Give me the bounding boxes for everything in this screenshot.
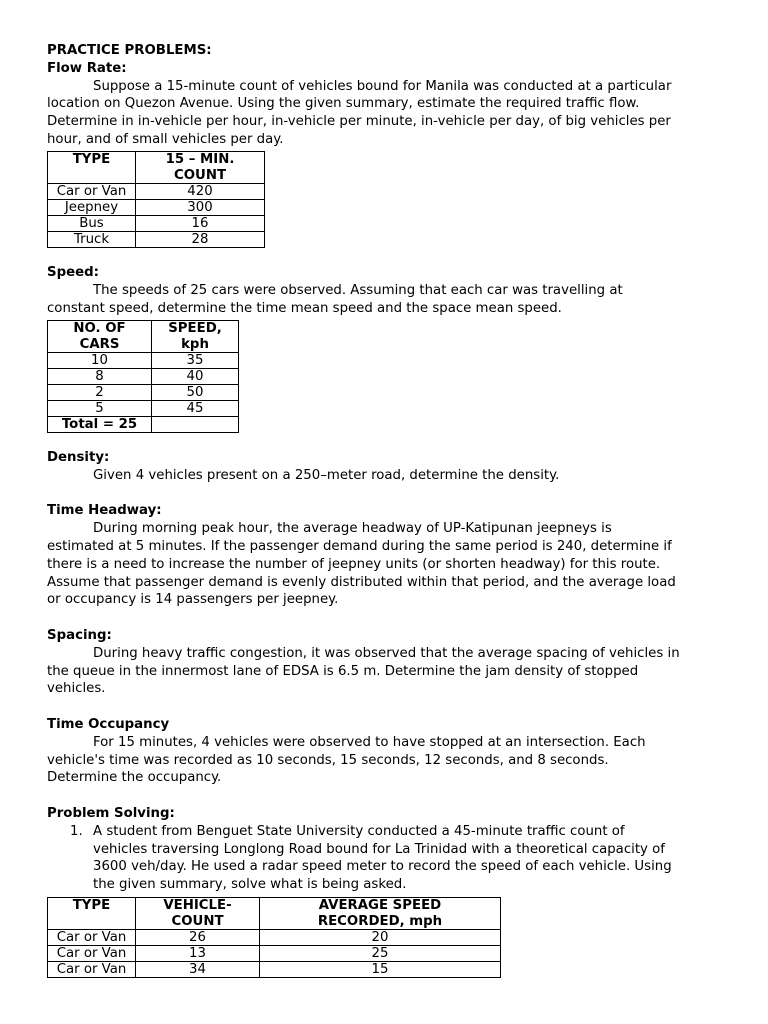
table-header-cell: TYPE <box>48 898 136 930</box>
table-cell: 45 <box>152 401 239 417</box>
paragraph-line: constant speed, determine the time mean speed and the space mean speed. <box>47 300 562 316</box>
table-row <box>48 232 265 248</box>
section-heading-flow-rate: Flow Rate: <box>47 60 127 76</box>
section-heading-speed: Speed: <box>47 265 99 280</box>
table-cell: 28 <box>136 232 265 248</box>
table-cell: Car or Van <box>48 962 136 978</box>
paragraph-line: the queue in the innermost lane of EDSA is 6.5 m. Determine the jam density of stopped <box>47 663 639 679</box>
table-cell: Car or Van <box>48 946 136 962</box>
table-cell: 26 <box>136 930 260 946</box>
table-cell: 420 <box>136 184 265 200</box>
list-number: 1. <box>70 823 83 839</box>
table-cell: 16 <box>136 216 265 232</box>
table-cell: 34 <box>136 962 260 978</box>
table-cell: 25 <box>260 946 501 962</box>
table-cell: Car or Van <box>48 930 136 946</box>
paragraph-line: During morning peak hour, the average headway of UP-Katipunan jeepneys is <box>93 521 612 537</box>
table-header-cell: VEHICLE- COUNT <box>136 898 260 930</box>
paragraph-line: Assume that passenger demand is evenly distributed within that period, and the average load <box>47 574 676 590</box>
paragraph-line: Determine in in-vehicle per hour, in-vehicle per minute, in-vehicle per day, of big vehicles per <box>47 114 671 130</box>
list-item-line: the given summary, solve what is being asked. <box>93 877 407 893</box>
section-heading-time-headway: Time Headway: <box>47 503 162 519</box>
speed-section <box>47 264 747 317</box>
table-row <box>48 353 239 369</box>
table-cell: 300 <box>136 200 265 216</box>
table-header-row <box>48 898 501 930</box>
table-cell: 15 <box>260 962 501 978</box>
table-header-cell: TYPE <box>48 152 136 184</box>
table-cell: Jeepney <box>48 200 136 216</box>
table-row <box>48 946 501 962</box>
table-cell: 5 <box>48 401 152 417</box>
paragraph-line: vehicle's time was recorded as 10 seconds, 15 seconds, 12 seconds, and 8 seconds. <box>47 752 609 768</box>
paragraph-line: Determine the occupancy. <box>47 770 222 786</box>
paragraph-line: Suppose a 15-minute count of vehicles bound for Manila was conducted at a particular <box>93 78 672 94</box>
table-row <box>48 962 501 978</box>
page-title: PRACTICE PROBLEMS: <box>47 43 212 58</box>
table-cell: 35 <box>152 353 239 369</box>
list-item-line: vehicles traversing Longlong Road bound for La Trinidad with a theoretical capacity of <box>93 841 665 857</box>
table-row <box>48 385 239 401</box>
paragraph-line: hour, and of small vehicles per day. <box>47 131 284 147</box>
table-row <box>48 930 501 946</box>
table-row <box>48 200 265 216</box>
table-cell: Truck <box>48 232 136 248</box>
table-row <box>48 369 239 385</box>
paragraph-line: estimated at 5 minutes. If the passenger demand during the same period is 240, determine if <box>47 538 672 554</box>
paragraph-line: Given 4 vehicles present on a 250–meter road, determine the density. <box>93 467 560 483</box>
table-header-cell: AVERAGE SPEED RECORDED, mph <box>260 898 501 930</box>
table-header-cell: 15 – MIN. COUNT <box>136 152 265 184</box>
paragraph-line: or occupancy is 14 passengers per jeepney. <box>47 592 339 608</box>
section-heading-spacing: Spacing: <box>47 627 112 643</box>
table-total-cell: Total = 25 <box>48 417 152 433</box>
paragraph-line: The speeds of 25 cars were observed. Assuming that each car was travelling at <box>93 282 623 298</box>
table-cell: 20 <box>260 930 501 946</box>
paragraph-line: During heavy traffic congestion, it was observed that the average spacing of vehicles in <box>93 645 680 661</box>
paragraph-line: there is a need to increase the number of jeepney units (or shorten headway) for this route. <box>47 556 661 572</box>
section-heading-time-occupancy: Time Occupancy <box>47 716 170 732</box>
flow-rate-table <box>47 151 265 248</box>
table-cell: 2 <box>48 385 152 401</box>
table-cell: 50 <box>152 385 239 401</box>
section-heading-density: Density: <box>47 450 110 465</box>
problem-solving-table <box>47 897 501 978</box>
table-cell: 13 <box>136 946 260 962</box>
list-item <box>47 823 747 894</box>
table-row <box>48 401 239 417</box>
table-cell-empty <box>152 417 239 433</box>
table-total-row <box>48 417 239 433</box>
paragraph-line: location on Quezon Avenue. Using the given summary, estimate the required traffic flow. <box>47 96 640 112</box>
flow-rate-section <box>47 42 747 149</box>
table-header-cell: NO. OF CARS <box>48 321 152 353</box>
speed-table <box>47 320 239 433</box>
table-cell: 40 <box>152 369 239 385</box>
table-cell: Car or Van <box>48 184 136 200</box>
table-cell: 8 <box>48 369 152 385</box>
table-row <box>48 216 265 232</box>
table-header-row <box>48 152 265 184</box>
paragraph-line: For 15 minutes, 4 vehicles were observed to have stopped at an intersection. Each <box>93 734 646 750</box>
table-row <box>48 184 265 200</box>
paragraph-line: vehicles. <box>47 681 106 697</box>
text-sections <box>47 449 747 894</box>
table-header-row <box>48 321 239 353</box>
table-header-cell: SPEED, kph <box>152 321 239 353</box>
list-item-line: 3600 veh/day. He used a radar speed meter to record the speed of each vehicle. Using <box>93 859 672 875</box>
table-cell: Bus <box>48 216 136 232</box>
section-heading-problem-solving: Problem Solving: <box>47 805 175 821</box>
list-item-line: A student from Benguet State University conducted a 45-minute traffic count of <box>93 823 625 839</box>
table-cell: 10 <box>48 353 152 369</box>
